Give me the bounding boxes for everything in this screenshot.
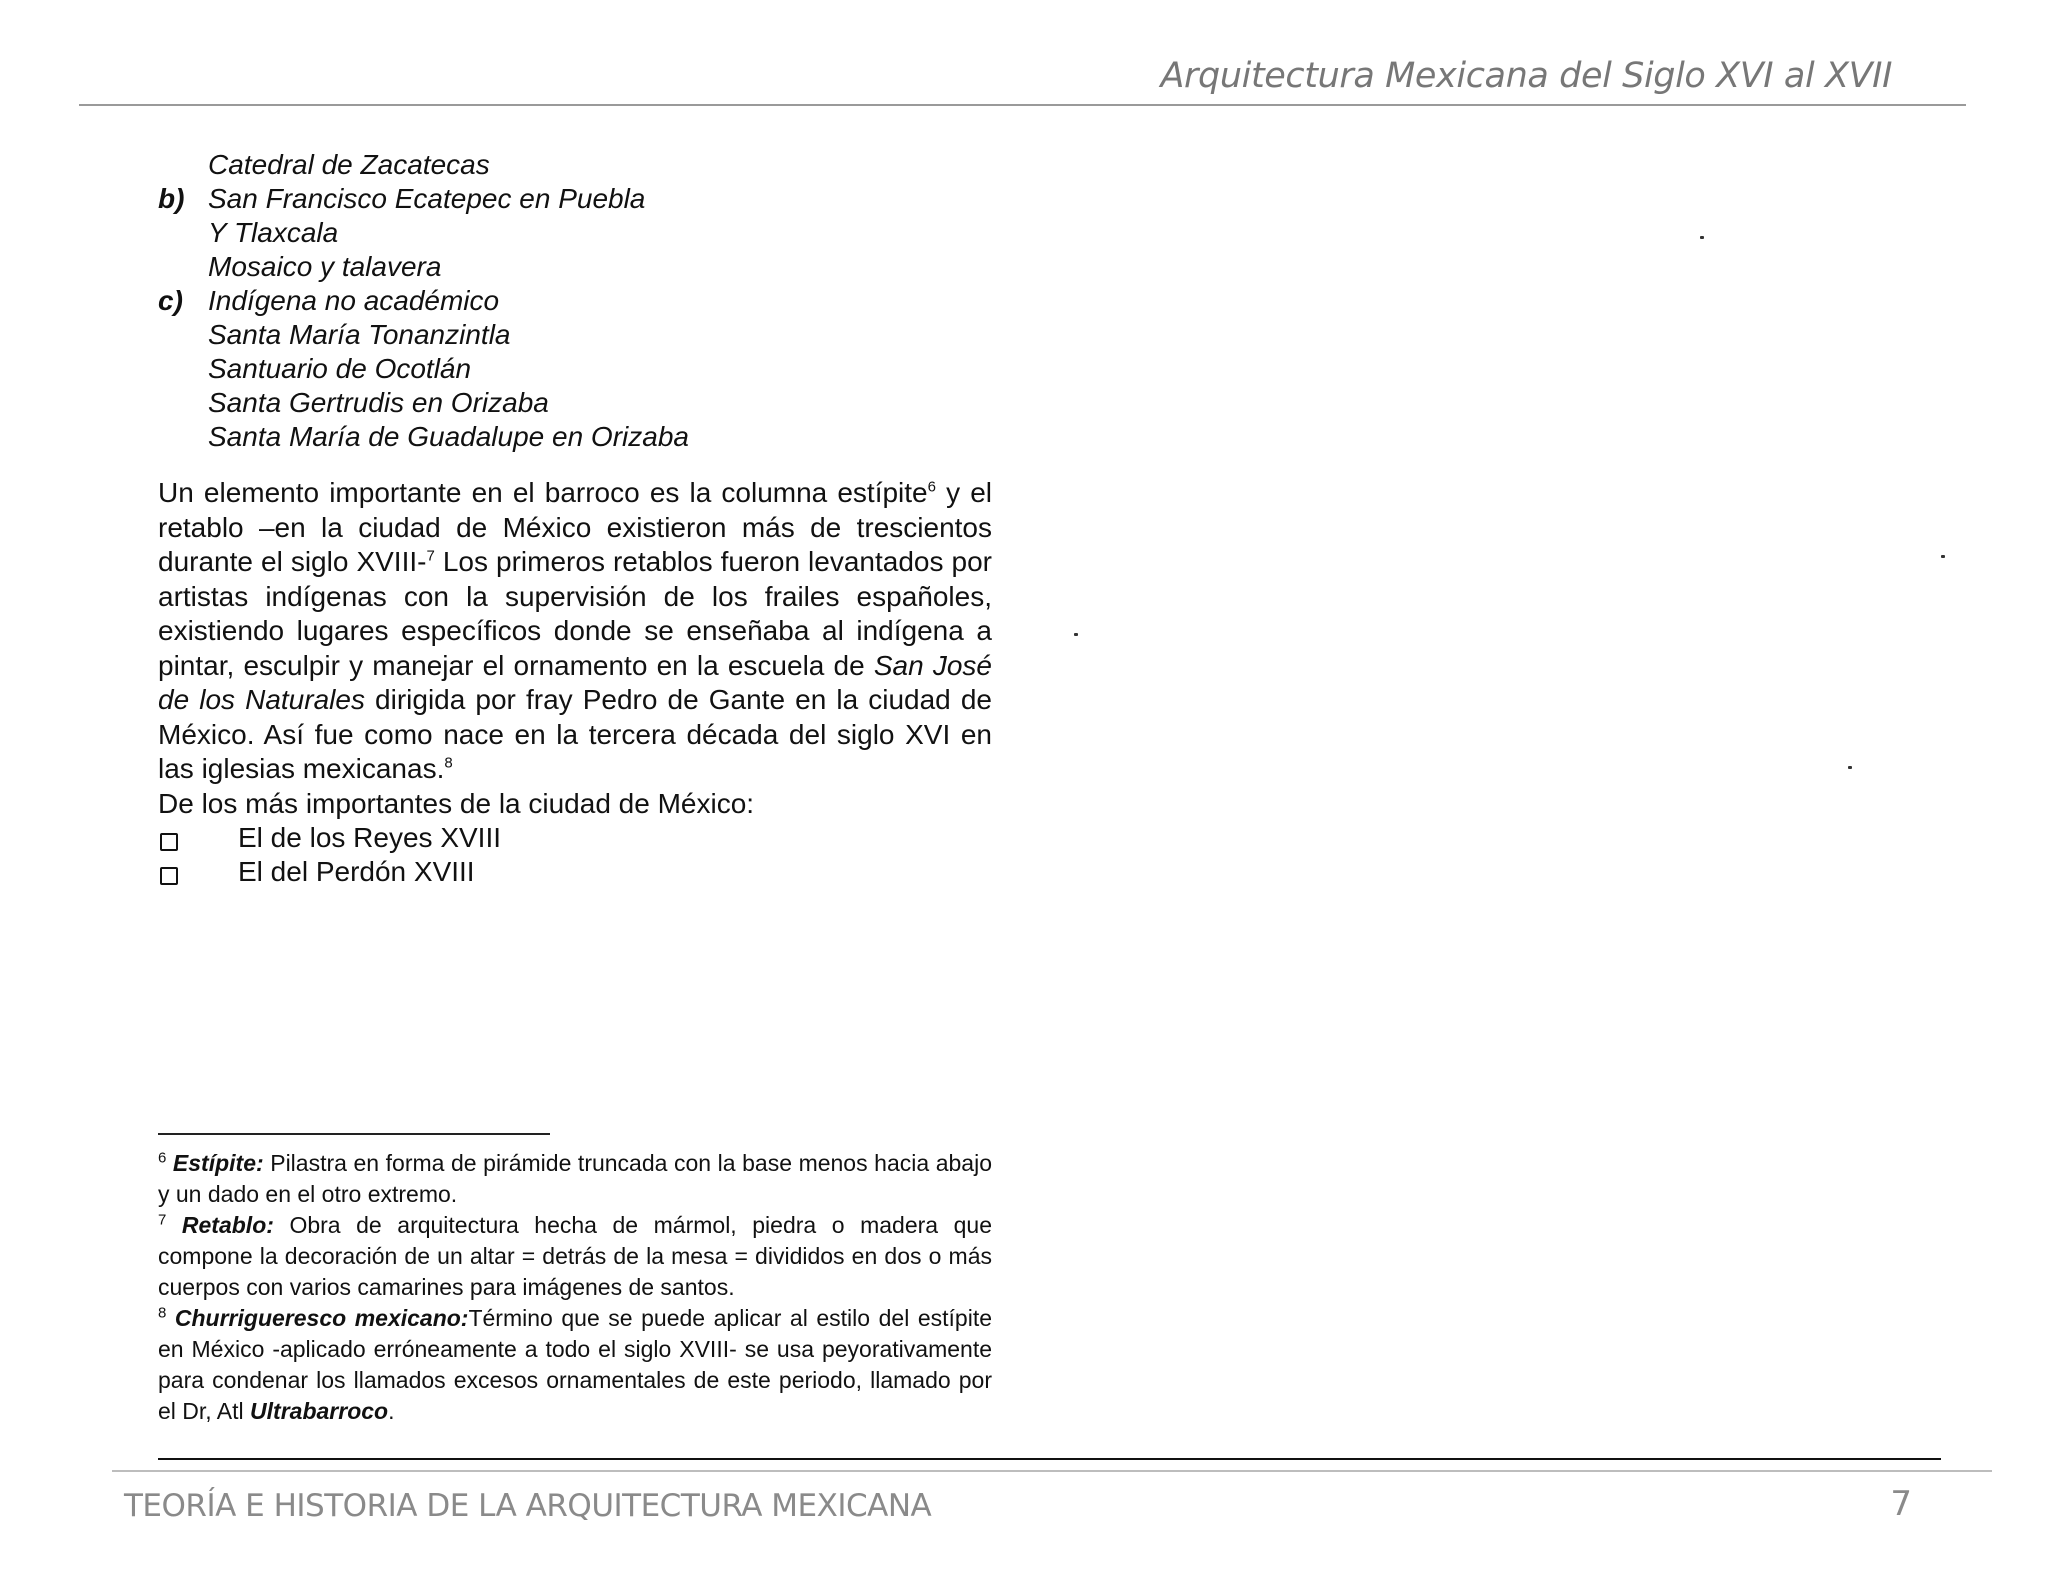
list-item: c) Indígena no académico [158, 285, 500, 316]
ultrabarroco-term: Ultrabarroco [250, 1398, 389, 1424]
checklist-item: El del Perdón XVIII [158, 855, 992, 889]
scan-speck [1700, 236, 1704, 239]
footnote-ref-7: 7 [426, 547, 435, 565]
list-intro: De los más importantes de la ciudad de México: [158, 787, 755, 819]
list-item: Santa Gertrudis en Orizaba [208, 387, 549, 418]
church-list [158, 148, 992, 454]
list-item: Santa María de Guadalupe en Orizaba [208, 421, 689, 452]
list-item: Santa María Tonanzintla [208, 319, 511, 350]
footer-course-title: TEORÍA E HISTORIA DE LA ARQUITECTURA MEXICANA [124, 1488, 932, 1524]
footnote-ref-8: 8 [444, 754, 453, 772]
scan-speck [1941, 555, 1945, 558]
list-item: Catedral de Zacatecas [208, 149, 490, 180]
list-item: b) San Francisco Ecatepec en Puebla [158, 183, 646, 214]
header-divider [79, 104, 1966, 106]
page-header-title: Arquitectura Mexicana del Siglo XVI al XVII [1160, 56, 1892, 96]
list-item: Y Tlaxcala [208, 217, 339, 248]
footnote-bottom-rule [158, 1458, 1941, 1460]
list-item: Mosaico y talavera [208, 251, 442, 282]
main-content [158, 148, 992, 889]
checkbox-square-icon [160, 867, 178, 885]
footnote-8: $^8$ Churrigueresco mexicano:Término que se puede aplicar al estilo del estípite en México -aplicado erróneamente a todo el siglo XVIII- se usa peyorativamente para condenar los llamados excesos ornamentales de este periodo, llamado por el Dr, Atl Ultrabarroco. [158, 1304, 992, 1424]
footnote-ref-6: 6 [927, 478, 936, 496]
body-paragraph: Un elemento importante en el barroco es la columna estípite$^6$ y el retablo –en la ciudad de México existieron más de trescientos durante el siglo XVIII-$^7$ Los primeros retablos fueron levantados por artistas indígenas con la supervisión de los frailes españoles, existiendo lugares específicos donde se enseñaba al indígena a pintar, esculpir y manejar el ornamento en la escuela de San José de los Naturales dirigida por fray Pedro de Gante en la ciudad de México. Así fue como nace en la tercera década del siglo XVI en las iglesias mexicanas.$^8$ [158, 477, 992, 784]
list-item: Santuario de Ocotlán [208, 353, 472, 384]
scan-speck [1848, 766, 1852, 769]
checklist-item: El de los Reyes XVIII [158, 821, 992, 855]
footnote-7: $^7$ Retablo: Obra de arquitectura hecha de mármol, piedra o madera que compone la decoración de un altar = detrás de la mesa = divididos en dos o más cuerpos con varios camarines para imágenes de santos. [158, 1211, 992, 1300]
footer-divider [112, 1470, 1992, 1472]
list-marker-b: b) [158, 183, 185, 214]
scan-speck [1074, 633, 1078, 636]
footnotes [158, 1148, 992, 1427]
checkbox-square-icon [160, 833, 178, 851]
footnote-6: $^6$ Estípite: Pilastra en forma de pirámide truncada con la base menos hacia abajo y un dado en el otro extremo. [158, 1149, 993, 1207]
school-name: San José de los Naturales [158, 649, 992, 715]
spacer [158, 454, 992, 476]
list-marker-c: c) [158, 285, 183, 316]
page-number: 7 [1890, 1484, 1912, 1524]
footnote-divider [158, 1133, 550, 1135]
